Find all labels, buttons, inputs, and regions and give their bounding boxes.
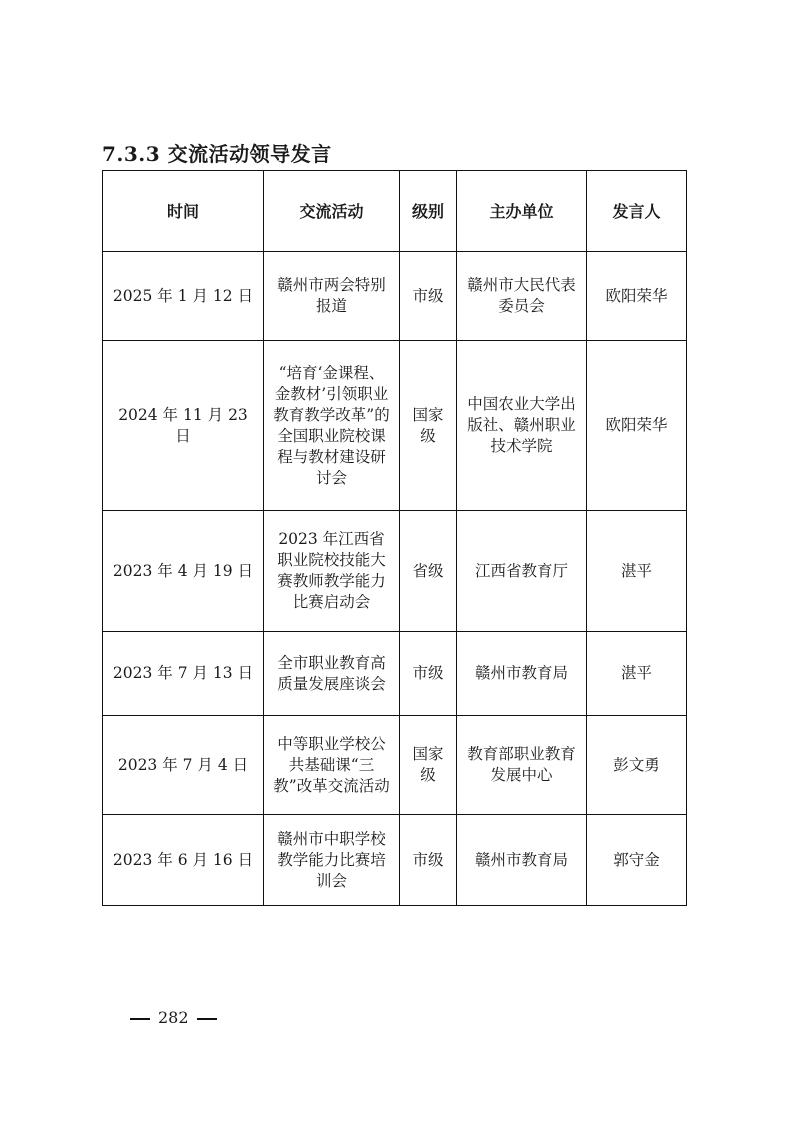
cell-activity: 赣州市两会特别报道 [264,252,400,341]
cell-speaker: 湛平 [587,511,687,632]
cell-activity: 中等职业学校公共基础课“三教”改革交流活动 [264,716,400,815]
cell-level: 国家级 [400,341,457,511]
cell-date: 2023 年 6 月 16 日 [103,815,264,906]
cell-level: 市级 [400,632,457,716]
cell-activity: 赣州市中职学校教学能力比赛培训会 [264,815,400,906]
cell-host: 江西省教育厅 [457,511,587,632]
cell-level: 市级 [400,815,457,906]
table-row [103,716,687,815]
page-number-text: 282 [158,1008,189,1027]
dash-right [197,1018,217,1020]
cell-date: 2023 年 7 月 13 日 [103,632,264,716]
header-host: 主办单位 [457,171,587,252]
cell-host: 教育部职业教育发展中心 [457,716,587,815]
dash-left [130,1018,150,1020]
cell-activity: “培育‘金课程、金教材’引领职业教育教学改革”的全国职业院校课程与教材建设研讨会 [264,341,400,511]
cell-host: 赣州市教育局 [457,815,587,906]
cell-host: 赣州市教育局 [457,632,587,716]
cell-date: 2025 年 1 月 12 日 [103,252,264,341]
table-row [103,632,687,716]
cell-date: 2024 年 11 月 23 日 [103,341,264,511]
cell-level: 市级 [400,252,457,341]
cell-activity: 全市职业教育高质量发展座谈会 [264,632,400,716]
cell-speaker: 欧阳荣华 [587,341,687,511]
header-level: 级别 [400,171,457,252]
cell-activity: 2023 年江西省职业院校技能大赛教师教学能力比赛启动会 [264,511,400,632]
cell-speaker: 彭文勇 [587,716,687,815]
header-speaker: 发言人 [587,171,687,252]
table-row [103,511,687,632]
cell-date: 2023 年 7 月 4 日 [103,716,264,815]
table-row [103,815,687,906]
cell-host: 中国农业大学出版社、赣州职业技术学院 [457,341,587,511]
cell-speaker: 湛平 [587,632,687,716]
table-row [103,252,687,341]
cell-speaker: 欧阳荣华 [587,252,687,341]
table-header-row [103,171,687,252]
cell-date: 2023 年 4 月 19 日 [103,511,264,632]
cell-level: 国家级 [400,716,457,815]
cell-speaker: 郭守金 [587,815,687,906]
section-heading: 7.3.3 交流活动领导发言 [102,142,332,166]
speech-activities-table [102,170,687,906]
page-number [122,1008,225,1027]
cell-host: 赣州市大民代表委员会 [457,252,587,341]
header-time: 时间 [103,171,264,252]
header-activity: 交流活动 [264,171,400,252]
cell-level: 省级 [400,511,457,632]
table-row [103,341,687,511]
